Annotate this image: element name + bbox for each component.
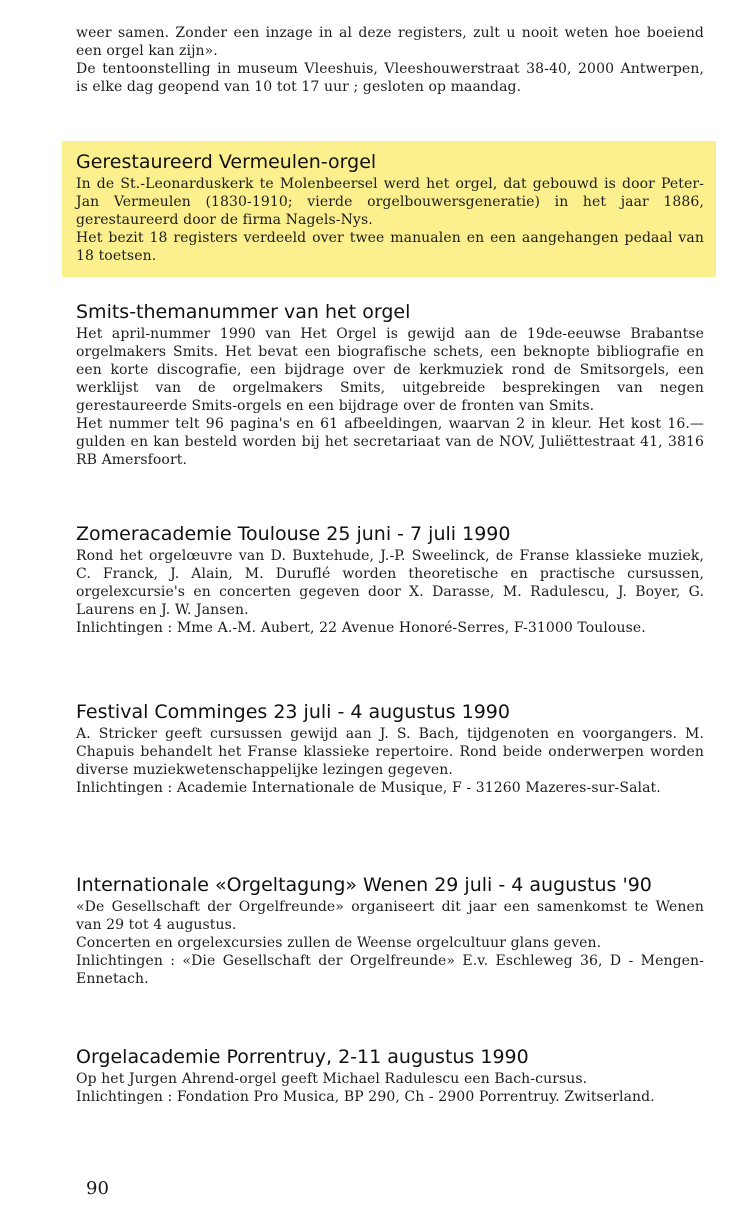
section-smits [76,300,704,469]
section-heading: Internationale «Orgeltagung» Wenen 29 juli - 4 augustus '90 [76,874,652,896]
paragraph: Op het Jurgen Ahrend-orgel geeft Michael Radulescu een Bach-cursus. [76,1071,588,1087]
paragraph: Het bezit 18 registers verdeeld over twee manualen en een aangehangen pedaal van 18 toetsen. [76,230,704,264]
paragraph: Inlichtingen : Fondation Pro Musica, BP 290, Ch - 2900 Porrentruy. Zwitserland. [76,1089,655,1105]
page-number: 90 [86,1178,109,1199]
section-heading: Festival Comminges 23 juli - 4 augustus 1990 [76,701,510,723]
paragraph: Het nummer telt 96 pagina's en 61 afbeeldingen, waarvan 2 in kleur. Het kost 16.— gulden en kan besteld worden bij het secretariaat van de NOV, Juliëttestraat 41, 3816 RB Amersfoort. [76,416,704,468]
paragraph: In de St.-Leonarduskerk te Molenbeersel werd het orgel, dat gebouwd is door Peter-Jan Vermeulen (1830-1910; vierde orgelbouwersgeneratie) in het jaar 1886, gerestaureerd door de firma Nagels-Nys. [76,176,704,228]
section-toulouse [76,522,704,637]
section-heading: Zomeracademie Toulouse 25 juni - 7 juli 1990 [76,523,511,545]
section-vermeulen [76,150,704,265]
intro-text [76,24,704,96]
paragraph: Concerten en orgelexcursies zullen de Weense orgelcultuur glans geven. [76,935,602,951]
section-heading: Smits-themanummer van het orgel [76,301,411,323]
paragraph: De tentoonstelling in museum Vleeshuis, Vleeshouwerstraat 38-40, 2000 Antwerpen, is elke dag geopend van 10 tot 17 uur ; gesloten op maandag. [76,61,704,95]
paragraph: Inlichtingen : Mme A.-M. Aubert, 22 Avenue Honoré-Serres, F-31000 Toulouse. [76,620,646,636]
paragraph: A. Stricker geeft cursussen gewijd aan J. S. Bach, tijdgenoten en voorgangers. M. Chapuis behandelt het Franse klassieke repertoire. Rond beide onderwerpen worden diverse muziekwetenschappelijke lezingen gegeven. [76,726,704,778]
section-wenen [76,873,704,988]
section-heading: Orgelacademie Porrentruy, 2-11 augustus 1990 [76,1046,529,1068]
paragraph: «De Gesellschaft der Orgelfreunde» organiseert dit jaar een samenkomst te Wenen van 29 tot 4 augustus. [76,899,704,933]
paragraph: Het april-nummer 1990 van Het Orgel is gewijd aan de 19de-eeuwse Brabantse orgelmakers Smits. Het bevat een biografische schets, een beknopte bibliografie en een korte discografie, een bijdrage over de kerkmuziek rond de Smitsorgels, een werklijst van de orgelmakers Smits, uitgebreide besprekingen van negen gerestaureerde Smits-orgels en een bijdrage over de fronten van Smits. [76,326,704,414]
section-comminges [76,700,704,797]
section-heading: Gerestaureerd Vermeulen-orgel [76,151,377,173]
paragraph: Inlichtingen : Academie Internationale de Musique, F - 31260 Mazeres-sur-Salat. [76,780,661,796]
paragraph: weer samen. Zonder een inzage in al deze registers, zult u nooit weten hoe boeiend een orgel kan zijn». [76,25,704,59]
section-porrentruy [76,1045,704,1106]
paragraph: Rond het orgelœuvre van D. Buxtehude, J.-P. Sweelinck, de Franse klassieke muziek, C. Franck, J. Alain, M. Duruflé worden theoretische en practische cursussen, orgelexcursie's en concerten gegeven door X. Darasse, M. Radulescu, J. Boyer, G. Laurens en J. W. Jansen. [76,548,704,618]
paragraph: Inlichtingen : «Die Gesellschaft der Orgelfreunde» E.v. Eschleweg 36, D - Mengen-Ennetach. [76,953,704,987]
